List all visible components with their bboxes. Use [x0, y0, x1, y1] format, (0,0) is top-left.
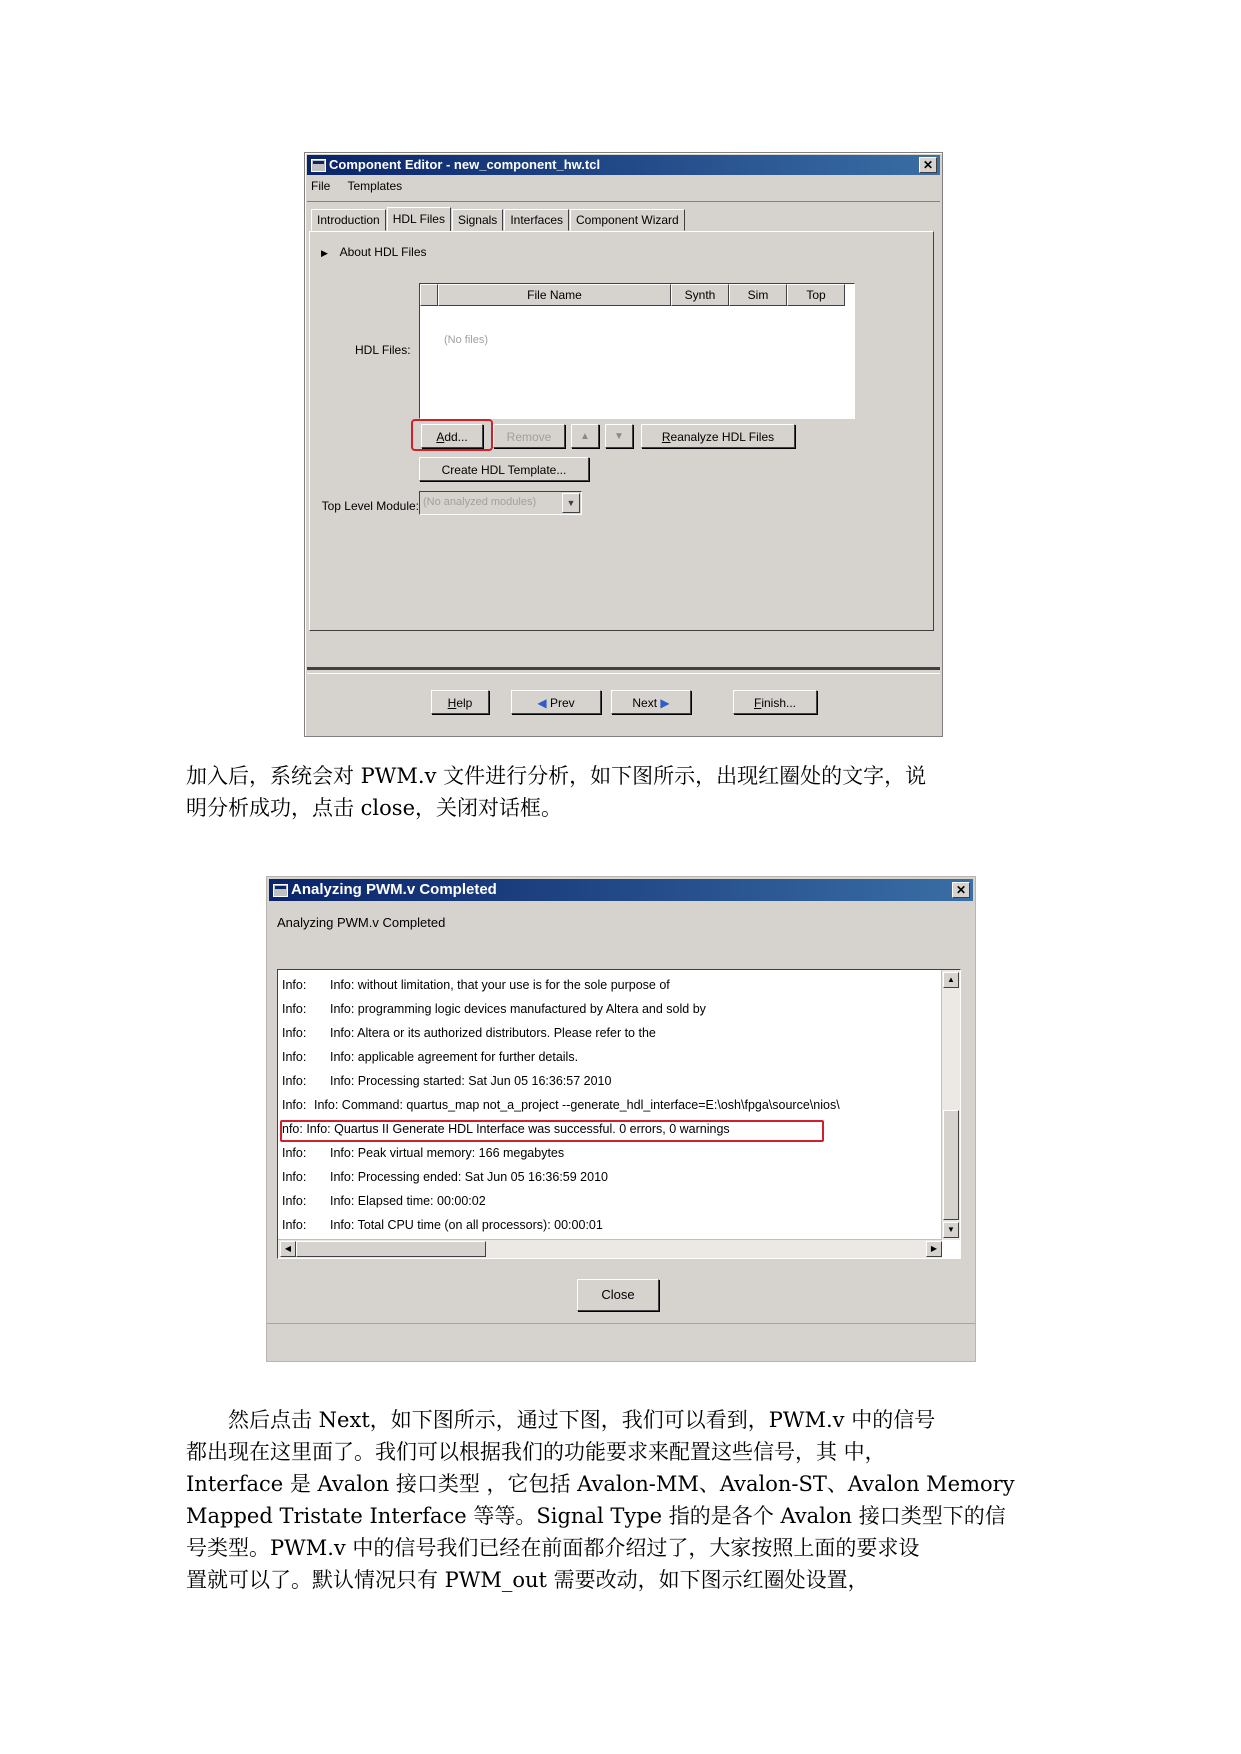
hdl-files-table[interactable] — [419, 283, 855, 419]
move-down-button[interactable] — [605, 424, 633, 448]
window-title: Component Editor - new_component_hw.tcl — [329, 157, 601, 172]
vertical-scroll-thumb[interactable] — [943, 1110, 959, 1220]
scroll-down-icon[interactable]: ▼ — [943, 1222, 959, 1238]
up-triangle-icon: ▲ — [580, 431, 590, 442]
log-line: Info: Info: applicable agreement for further details. — [282, 1050, 579, 1064]
dialog-title: Analyzing PWM.v Completed — [291, 881, 497, 898]
dialog-titlebar — [269, 879, 973, 901]
scroll-right-icon[interactable]: ▶ — [926, 1241, 942, 1257]
success-highlight-ring — [280, 1120, 824, 1142]
help-button[interactable]: Help — [431, 690, 489, 714]
tab-interfaces[interactable]: Interfaces — [504, 209, 569, 231]
create-hdl-template-button[interactable]: Create HDL Template... — [419, 457, 589, 481]
horizontal-scrollbar[interactable] — [278, 1239, 942, 1258]
close-dialog-icon[interactable]: ✕ — [952, 882, 970, 898]
about-hdl-files-section[interactable] — [321, 245, 427, 259]
analyzing-dialog — [266, 876, 976, 1362]
next-label: Next — [632, 696, 658, 710]
disclosure-triangle-icon: ▶ — [321, 248, 328, 258]
down-triangle-icon: ▼ — [614, 431, 624, 442]
left-arrow-icon: ◀ — [537, 696, 547, 710]
chevron-down-icon[interactable]: ▼ — [562, 493, 580, 513]
footer-separator — [307, 667, 940, 670]
paragraph-1-line-2: 明分析成功，点击 close，关闭对话框。 — [186, 796, 562, 820]
tab-introduction[interactable]: Introduction — [311, 209, 386, 231]
empty-table-message: (No files) — [444, 334, 489, 346]
log-line-success: nfo: Info: Quartus II Generate HDL Interface was successful. 0 errors, 0 warnings — [282, 1122, 730, 1136]
log-line: Info: Info: Peak virtual memory: 166 megabytes — [282, 1146, 565, 1160]
column-file-name[interactable]: File Name — [438, 284, 671, 306]
top-level-module-select[interactable] — [419, 491, 582, 515]
log-line: Info: Info: Command: quartus_map not_a_project --generate_hdl_interface=E:\osh\fpga\source\nios\ — [282, 1098, 840, 1112]
app-icon — [311, 159, 326, 172]
log-line: Info: Info: Altera or its authorized distributors. Please refer to the — [282, 1026, 656, 1040]
column-synth[interactable]: Synth — [671, 284, 729, 306]
tab-strip — [311, 209, 686, 231]
log-line: Info: Info: Total CPU time (on all processors): 00:00:01 — [282, 1218, 603, 1232]
message-log[interactable] — [277, 969, 961, 1259]
paragraph-1 — [186, 760, 1066, 824]
reanalyze-hdl-files-button[interactable]: Reanalyze HDL Files — [641, 424, 795, 448]
menu-bar — [311, 179, 416, 197]
column-sim[interactable]: Sim — [729, 284, 787, 306]
tab-hdl-files[interactable]: HDL Files — [387, 207, 451, 231]
right-arrow-icon: ▶ — [660, 696, 670, 710]
scroll-up-icon[interactable]: ▲ — [943, 972, 959, 988]
hdl-files-label: HDL Files: — [355, 343, 411, 357]
paragraph-2-line-1: 然后点击 Next，如下图所示，通过下图，我们可以看到，PWM.v 中的信号 — [228, 1408, 936, 1432]
log-line: Info: Info: without limitation, that your use is for the sole purpose of — [282, 978, 670, 992]
paragraph-1-line-1: 加入后，系统会对 PWM.v 文件进行分析，如下图所示，出现红圈处的文字，说 — [186, 764, 927, 788]
paragraph-2-line-2: 都出现在这里面了。我们可以根据我们的功能要求来配置这些信号，其 中， — [186, 1440, 886, 1464]
prev-label: Prev — [549, 696, 575, 710]
move-up-button[interactable] — [571, 424, 599, 448]
prev-button[interactable] — [511, 690, 601, 714]
dialog-bottom-divider — [267, 1323, 975, 1324]
remove-button[interactable]: Remove — [493, 424, 565, 448]
table-header — [420, 284, 854, 306]
menu-divider — [307, 201, 940, 202]
close-window-icon[interactable]: ✕ — [919, 157, 937, 173]
log-line: Info: Info: programming logic devices manufactured by Altera and sold by — [282, 1002, 706, 1016]
vertical-scrollbar[interactable] — [941, 970, 960, 1240]
top-level-module-label: Top Level Module: — [321, 499, 419, 513]
add-highlight-ring — [411, 419, 493, 451]
log-line: Info: Info: Processing ended: Sat Jun 05 16:36:59 2010 — [282, 1170, 608, 1184]
app-icon — [273, 884, 288, 897]
window-titlebar — [307, 155, 940, 175]
paragraph-2 — [186, 1404, 1066, 1596]
paragraph-2-line-4: Mapped Tristate Interface 等等。Signal Type 指的是各个 Avalon 接口类型下的信 — [186, 1504, 1006, 1528]
finish-button[interactable]: Finish... — [733, 690, 817, 714]
dialog-subtitle: Analyzing PWM.v Completed — [277, 915, 446, 930]
paragraph-2-line-3: Interface 是 Avalon 接口类型 ，它包括 Avalon-MM、Avalon-ST、Avalon Memory — [186, 1472, 1015, 1496]
about-hdl-files-label: About HDL Files — [339, 245, 427, 259]
log-line: Info: Info: Processing started: Sat Jun 05 16:36:57 2010 — [282, 1074, 612, 1088]
horizontal-scroll-thumb[interactable] — [296, 1241, 486, 1257]
scroll-left-icon[interactable]: ◀ — [280, 1241, 296, 1257]
menu-templates[interactable]: Templates — [347, 179, 403, 193]
component-editor-window — [304, 152, 943, 737]
paragraph-2-line-5: 号类型。PWM.v 中的信号我们已经在前面都介绍过了，大家按照上面的要求设 — [186, 1536, 920, 1560]
log-line: Info: Info: Elapsed time: 00:00:02 — [282, 1194, 486, 1208]
table-header-blank — [420, 284, 438, 306]
next-button[interactable] — [611, 690, 691, 714]
wizard-nav-bar — [307, 673, 940, 732]
tab-component-wizard[interactable]: Component Wizard — [570, 209, 685, 231]
add-button[interactable]: Add... — [421, 424, 483, 448]
column-top[interactable]: Top — [787, 284, 845, 306]
paragraph-2-line-6: 置就可以了。默认情况只有 PWM_out 需要改动，如下图示红圈处设置， — [186, 1568, 869, 1592]
close-button[interactable]: Close — [577, 1279, 659, 1311]
top-level-module-value: (No analyzed modules) — [423, 496, 537, 508]
tab-signals[interactable]: Signals — [452, 209, 503, 231]
menu-file[interactable]: File — [311, 179, 331, 193]
